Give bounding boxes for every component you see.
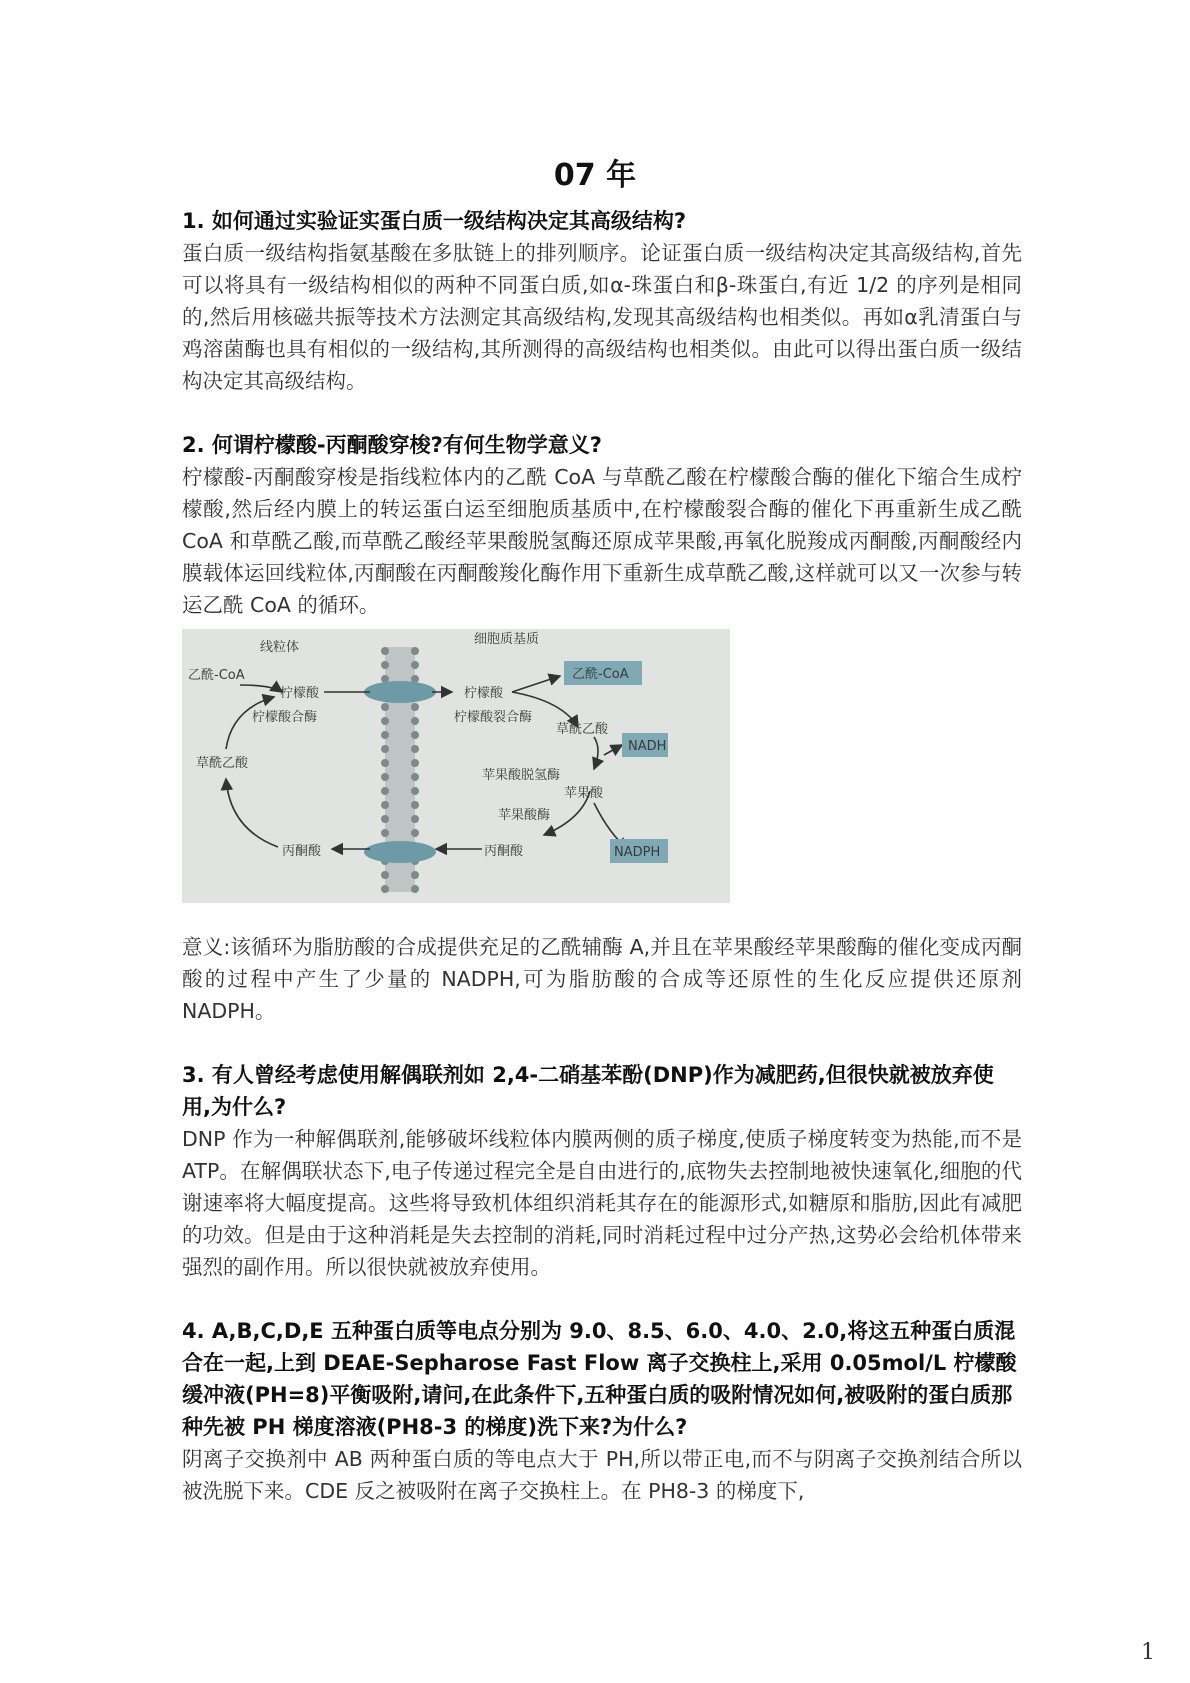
label-mitochondria: 线粒体 — [260, 640, 300, 655]
label-acetyl-coa-left: 乙酰-CoA — [188, 668, 245, 683]
question-4: 4. A,B,C,D,E 五种蛋白质等电点分别为 9.0、8.5、6.0、4.0、2.0,将这五种蛋白质混合在一起,上到 DEAE-Sepharose Fast Flow 离子交换柱上,采用 0.05mol/L 柠檬酸缓冲液(PH=8)平衡吸附,请问,在此条件下,五种蛋白质的吸附情况如何,被吸附的蛋白质那种先被 PH 梯度溶液(PH8-3 的梯度)洗下来?为什么? — [182, 1319, 1017, 1439]
pyruvate-transporter — [364, 841, 436, 863]
label-pyruvate-left: 丙酮酸 — [282, 844, 322, 859]
membrane-bilayer — [364, 647, 436, 893]
label-citrate-synthase: 柠檬酸合酶 — [252, 710, 318, 725]
answer-4: 阴离子交换剂中 AB 两种蛋白质的等电点大于 PH,所以带正电,而不与阴离子交换剂结合所以被洗脱下来。CDE 反之被吸附在离子交换柱上。在 PH8-3 的梯度下, — [182, 1447, 1022, 1503]
label-nadh: NADH — [628, 739, 667, 754]
question-2: 2. 何谓柠檬酸-丙酮酸穿梭?有何生物学意义? — [182, 433, 602, 457]
label-citrate-right: 柠檬酸 — [464, 686, 504, 701]
label-oxaloacetate-left: 草酰乙酸 — [196, 756, 249, 771]
label-oxaloacetate-right: 草酰乙酸 — [556, 722, 609, 737]
answer-2: 柠檬酸-丙酮酸穿梭是指线粒体内的乙酰 CoA 与草酰乙酸在柠檬酸合酶的催化下缩合生成柠檬酸,然后经内膜上的转运蛋白运至细胞质基质中,在柠檬酸裂合酶的催化下再重新生成乙酰 CoA 和草酰乙酸,而草酰乙酸经苹果酸脱氢酶还原成苹果酸,再氧化脱羧成丙酮酸,丙酮酸经内膜载体运回线粒体,丙酮酸在丙酮酸羧化酶作用下重新生成草酰乙酸,这样就可以又一次参与转运乙酰 CoA 的循环。 — [182, 465, 1022, 617]
page-title: 07 年 — [553, 158, 637, 193]
answer-1: 蛋白质一级结构指氨基酸在多肽链上的排列顺序。论证蛋白质一级结构决定其高级结构,首先可以将具有一级结构相似的两种不同蛋白质,如α-珠蛋白和β-珠蛋白,有近 1/2 的序列是相同的,然后用核磁共振等技术方法测定其高级结构,发现其高级结构也相类似。再如α乳清蛋白与鸡溶菌酶也具有相似的一级结构,其所测得的高级结构也相类似。由此可以得出蛋白质一级结构决定其高级结构。 — [182, 241, 1022, 393]
page-number: 1 — [1141, 1640, 1155, 1665]
citrate-pyruvate-shuttle-diagram — [182, 629, 730, 903]
label-malate-dehydrogenase: 苹果酸脱氢酶 — [482, 768, 561, 783]
label-citrate-lyase: 柠檬酸裂合酶 — [454, 710, 533, 725]
label-malic-enzyme: 苹果酸酶 — [498, 808, 551, 823]
significance-2: 意义:该循环为脂肪酸的合成提供充足的乙酰辅酶 A,并且在苹果酸经苹果酸酶的催化变成丙酮酸的过程中产生了少量的 NADPH,可为脂肪酸的合成等还原性的生化反应提供还原剂 NADPH。 — [182, 935, 1022, 1023]
citrate-transporter — [364, 681, 436, 703]
answer-3: DNP 作为一种解偶联剂,能够破坏线粒体内膜两侧的质子梯度,使质子梯度转变为热能,而不是 ATP。在解偶联状态下,电子传递过程完全是自由进行的,底物失去控制地被快速氧化,细胞的代谢速率将大幅度提高。这些将导致机体组织消耗其存在的能源形式,如糖原和脂肪,因此有减肥的功效。但是由于这种消耗是失去控制的消耗,同时消耗过程中过分产热,这势必会给机体带来强烈的副作用。所以很快就被放弃使用。 — [182, 1127, 1022, 1279]
label-acetyl-coa-right: 乙酰-CoA — [572, 667, 629, 682]
question-1: 1. 如何通过实验证实蛋白质一级结构决定其高级结构? — [182, 209, 687, 233]
document-body — [182, 205, 1022, 1507]
label-citrate-left: 柠檬酸 — [280, 686, 320, 701]
label-nadph: NADPH — [614, 845, 661, 860]
label-cytoplasm: 细胞质基质 — [474, 632, 540, 647]
label-malate: 苹果酸 — [564, 786, 604, 801]
question-3: 3. 有人曾经考虑使用解偶联剂如 2,4-二硝基苯酚(DNP)作为减肥药,但很快就被放弃使用,为什么? — [182, 1063, 994, 1119]
label-pyruvate-right: 丙酮酸 — [484, 844, 524, 859]
